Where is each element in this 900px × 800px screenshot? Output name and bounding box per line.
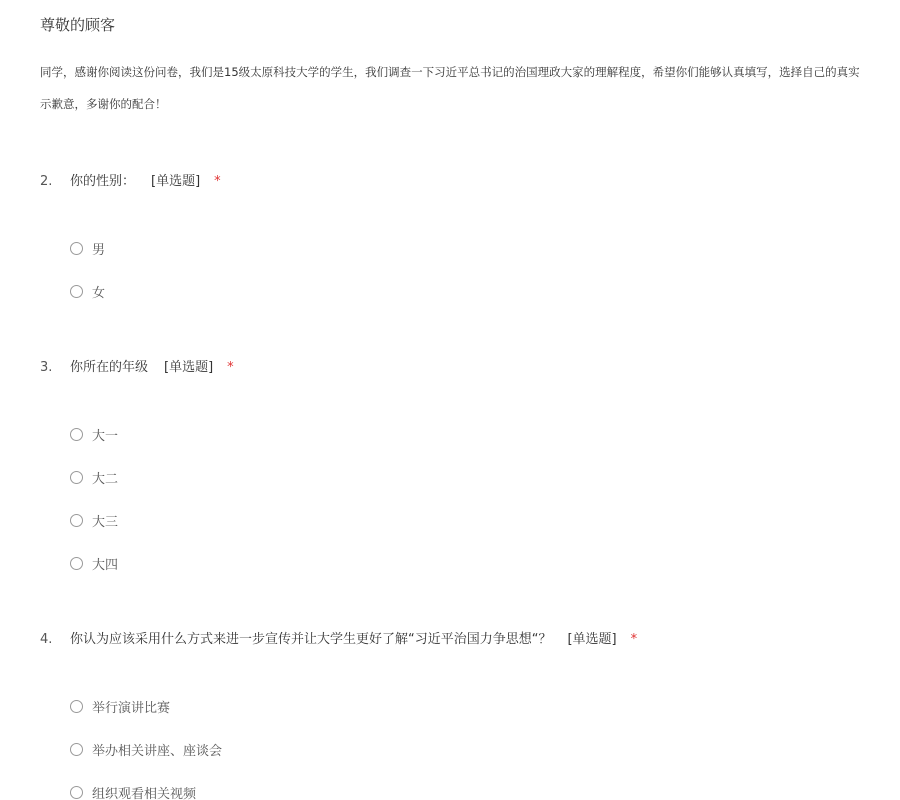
question-number: 2. bbox=[40, 174, 53, 189]
survey-intro bbox=[40, 56, 900, 120]
question-4-header bbox=[40, 628, 637, 647]
option-freshman[interactable] bbox=[70, 425, 118, 444]
question-title: 你认为应该采用什么方式来进一步宣传并让大学生更好了解“习近平治国力争思想“？ bbox=[70, 632, 552, 647]
option-label: 大四 bbox=[92, 558, 119, 573]
radio-button-icon[interactable] bbox=[70, 471, 83, 484]
radio-button-icon[interactable] bbox=[70, 514, 83, 527]
radio-button-icon[interactable] bbox=[70, 285, 83, 298]
option-male[interactable] bbox=[70, 239, 105, 258]
page-greeting: 尊敬的顾客 bbox=[40, 16, 116, 34]
option-junior[interactable] bbox=[70, 511, 118, 530]
radio-button-icon[interactable] bbox=[70, 700, 83, 713]
option-senior[interactable] bbox=[70, 554, 118, 573]
option-label: 大三 bbox=[92, 515, 119, 530]
required-mark: * bbox=[227, 360, 234, 375]
radio-button-icon[interactable] bbox=[70, 428, 83, 441]
option-label: 女 bbox=[92, 286, 106, 301]
option-watch-videos[interactable] bbox=[70, 783, 196, 800]
option-label: 大一 bbox=[92, 429, 119, 444]
question-2-header bbox=[40, 170, 221, 189]
radio-button-icon[interactable] bbox=[70, 743, 83, 756]
option-speech-contest[interactable] bbox=[70, 697, 170, 716]
required-mark: * bbox=[630, 632, 638, 647]
question-3-header bbox=[40, 356, 234, 375]
radio-button-icon[interactable] bbox=[70, 786, 83, 799]
question-type: [单选题] bbox=[567, 632, 617, 647]
question-number: 4. bbox=[40, 632, 53, 647]
option-label: 男 bbox=[92, 243, 106, 258]
option-female[interactable] bbox=[70, 282, 105, 301]
radio-button-icon[interactable] bbox=[70, 242, 83, 255]
option-lectures-seminars[interactable] bbox=[70, 740, 222, 759]
option-label: 举办相关讲座、座谈会 bbox=[92, 744, 223, 759]
question-type: [单选题] bbox=[151, 174, 201, 189]
radio-button-icon[interactable] bbox=[70, 557, 83, 570]
required-mark: * bbox=[214, 174, 221, 189]
option-label: 大二 bbox=[92, 472, 119, 487]
question-type: [单选题] bbox=[164, 360, 214, 375]
option-sophomore[interactable] bbox=[70, 468, 118, 487]
intro-line-2: 示歉意，多谢你的配合！ bbox=[40, 97, 167, 111]
option-label: 组织观看相关视频 bbox=[92, 787, 197, 800]
intro-line-1: 同学，感谢你阅读这份问卷，我们是15级太原科技大学的学生，我们调查一下习近平总书记的治国理政大家的理解程度，希望你们能够认真填写，选择自己的真实 bbox=[40, 65, 860, 79]
question-title: 你所在的年级 bbox=[70, 360, 149, 375]
question-title: 你的性别： bbox=[70, 174, 136, 189]
option-label: 举行演讲比赛 bbox=[92, 701, 171, 716]
question-number: 3. bbox=[40, 360, 53, 375]
